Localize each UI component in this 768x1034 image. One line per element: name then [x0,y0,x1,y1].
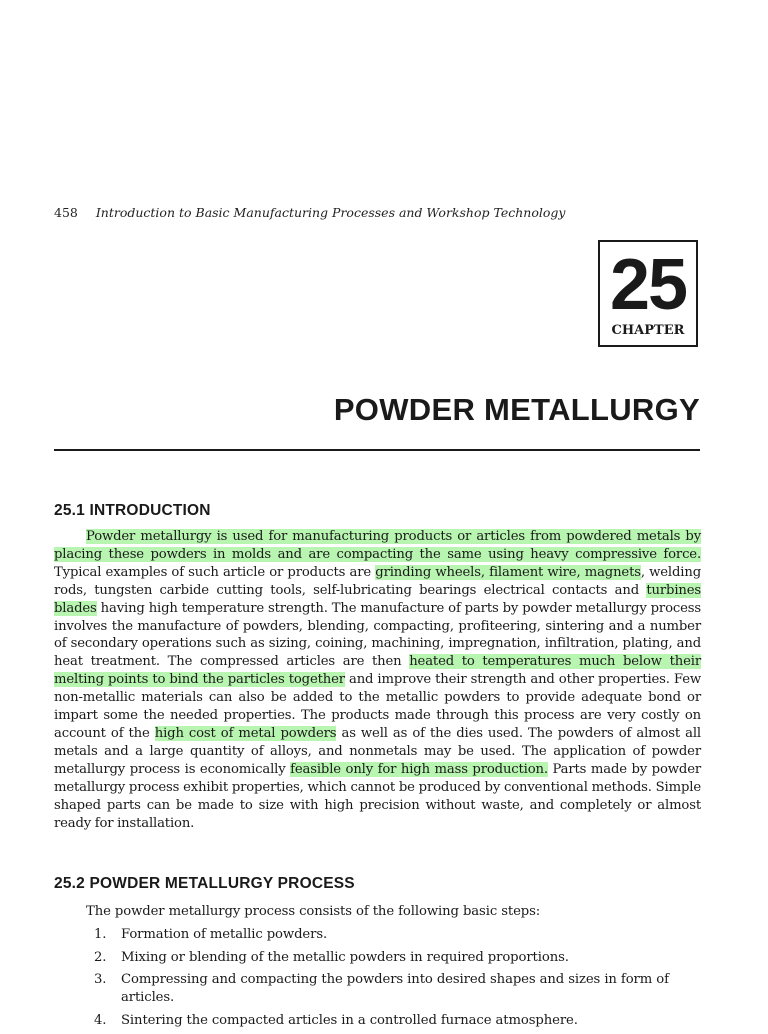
paragraph-text: Parts made by powder metallurgy process exhibit properties, which cannot be produced by conventional methods. Simple shaped parts can be made to size with high precision without waste, and completely or almost ready for installation. [54,761,701,831]
section-heading-process: 25.2 POWDER METALLURGY PROCESS [54,875,355,892]
highlighted-text: high cost of metal powders [154,725,337,741]
list-item-text: Sintering the compacted articles in a controlled furnace atmosphere. [121,1012,578,1028]
paragraph-text: having high temperature strength. The manufacture of parts by powder metallurgy process involves the manufacture of powders, blending, compacting, profiteering, sintering and a number of secondary operations such as sizing, coining, machining, impregnation, infiltration, plating, and heat treatment. The compressed articles are then [54,600,701,670]
highlighted-text: Powder metallurgy is used for manufacturing products or articles from powdered metals by placing these powders in molds and are compacting the same using heavy compressive force. [54,529,701,562]
list-item-text: Compressing and compacting the powders into desired shapes and sizes in form of articles. [121,972,669,1005]
paragraph-text: as well as of the dies used. The powders of almost all metals and a large quantity of alloys, and nonmetals may be used. The application of powder metallurgy process is economically [54,725,701,777]
list-item [54,949,701,967]
title-rule [54,449,700,451]
paragraph-text: and improve their strength and other properties. Few non-metallic materials can also be added to the metallic powders to provide adequate bond or impart some the needed properties. The products made through this process are very costly on account of the [54,672,702,741]
introduction-paragraph [54,528,701,832]
paragraph-text: Typical examples of such article or products are [54,564,376,580]
list-item [54,971,701,1007]
list-item-number: 2. [94,949,107,965]
section-heading-introduction: 25.1 INTRODUCTION [54,502,211,519]
page-number: 458 [54,205,78,220]
process-steps-list [54,926,701,1034]
chapter-label: CHAPTER [611,323,685,338]
highlighted-text: grinding wheels, filament wire, magnets [375,564,641,580]
list-item [54,926,701,944]
paragraph-text: , welding rods, tungsten carbide cutting tools, self-lubricating bearings electrical contacts and [54,564,701,598]
chapter-number: 25 [609,245,687,325]
list-item-text: Mixing or blending of the metallic powders in required proportions. [121,949,569,965]
highlighted-text: feasible only for high mass production. [290,761,548,777]
list-item-number: 3. [94,972,107,987]
list-item-number: 1. [94,927,107,942]
chapter-number-box [598,240,698,347]
book-title: Introduction to Basic Manufacturing Processes and Workshop Technology [95,205,566,220]
list-item [54,1012,701,1030]
highlighted-text: turbines blades [54,582,701,616]
highlighted-text: heated to temperatures much below their melting points to bind the particles together [54,654,701,688]
chapter-title: POWDER METALLURGY [333,392,700,427]
running-head [54,205,565,220]
list-item-number: 4. [94,1012,107,1028]
process-lead-text: The powder metallurgy process consists of the following basic steps: [86,904,541,919]
list-item-text: Formation of metallic powders. [121,927,328,942]
